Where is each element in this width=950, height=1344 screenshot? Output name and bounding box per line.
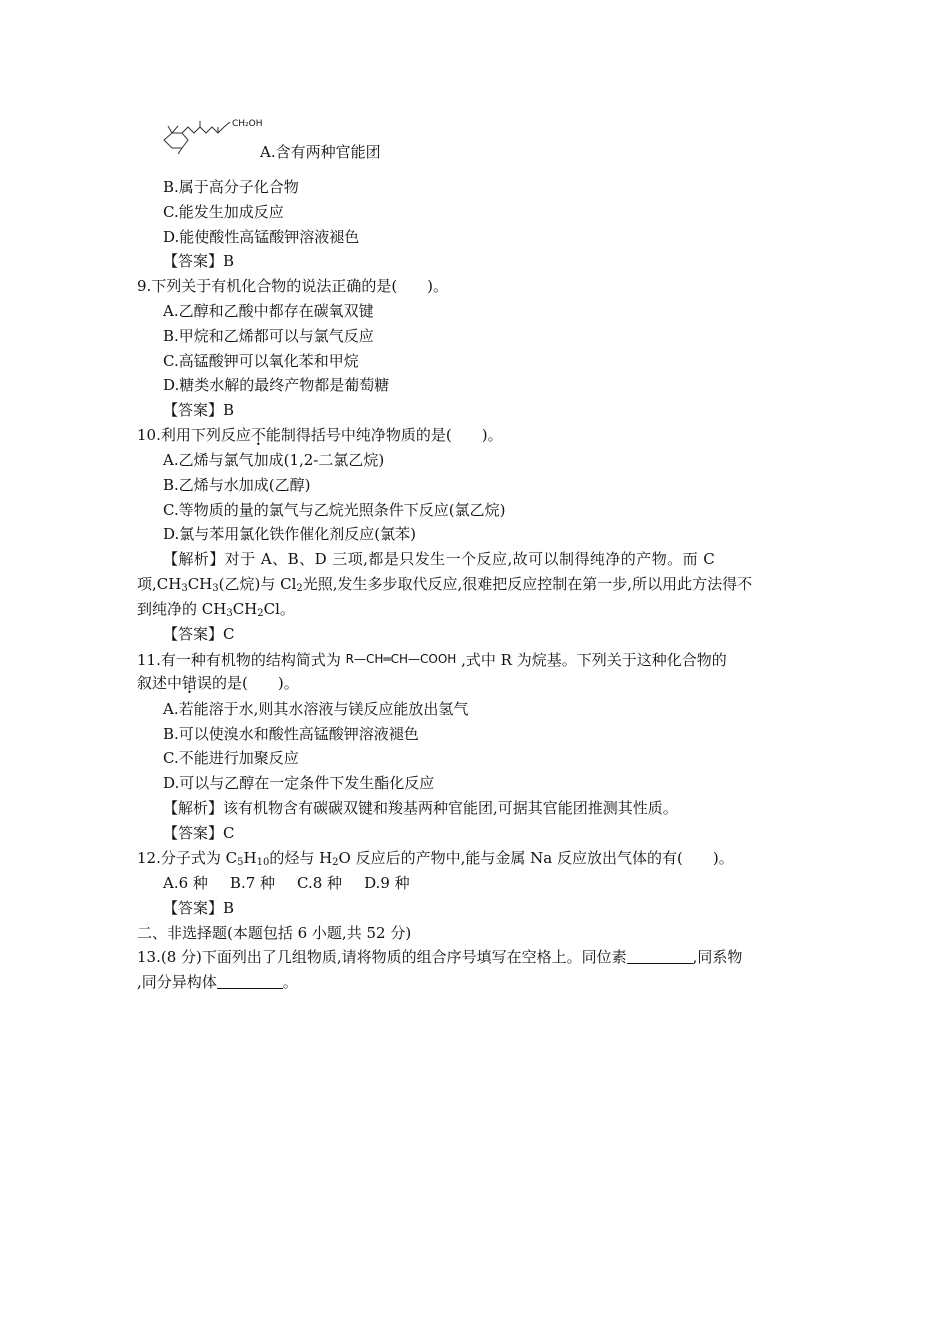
q10-option-c: C.等物质的量的氯气与乙烷光照条件下反应(氯乙烷): [163, 501, 506, 519]
text-run: Cl。: [263, 600, 295, 618]
section-heading: 二、非选择题(本题包括 6 小题,共 52 分): [137, 924, 412, 942]
subscript: 2: [332, 857, 339, 868]
acid-structural-formula: R—CH═CH—COOH: [345, 652, 457, 666]
q12-choices: [163, 872, 432, 894]
text-run: ,同系物: [692, 948, 743, 966]
q10-analysis-line3: [137, 598, 295, 620]
q11-emphasis: 错: [182, 674, 198, 692]
q10-option-a: A.乙烯与氯气加成(1,2-二氯乙烷): [163, 451, 385, 469]
subscript: 3: [212, 583, 219, 594]
q10-answer: 【答案】C: [163, 625, 235, 643]
q11-option-a: A.若能溶于水,则其水溶液与镁反应能放出氢气: [163, 700, 469, 718]
text-run: 叙述中: [137, 674, 183, 692]
q8-answer: 【答案】B: [163, 252, 235, 270]
q12-answer: 【答案】B: [163, 899, 235, 917]
q10-analysis-line1: 【解析】对于 A、B、D 三项,都是只发生一个反应,故可以制得纯净的产物。而 C: [163, 550, 716, 568]
structure-label: CH₂OH: [232, 119, 263, 129]
q10-option-b: B.乙烯与水加成(乙醇): [163, 476, 311, 494]
q9-option-a: A.乙醇和乙酸中都存在碳氧双键: [163, 302, 374, 320]
q10-option-d: D.氯与苯用氯化铁作催化剂反应(氯苯): [163, 525, 416, 543]
text-run: 到纯净的 CH: [137, 600, 227, 618]
q9-option-d: D.糖类水解的最终产物都是葡萄糖: [163, 376, 390, 394]
q11-answer: 【答案】C: [163, 824, 235, 842]
q11-option-c: C.不能进行加聚反应: [163, 749, 299, 767]
text-run: H: [243, 849, 257, 867]
text-run: O 反应后的产物中,能与金属 Na 反应放出气体的有( )。: [338, 849, 734, 867]
text-run: ,同分异构体: [137, 973, 217, 991]
q9-stem: 9.下列关于有机化合物的说法正确的是( )。: [137, 277, 449, 295]
text-run: 误的是( )。: [197, 674, 299, 692]
q10-emphasis: 不: [250, 426, 266, 444]
text-run: CH: [232, 600, 258, 618]
q8-option-b: B.属于高分子化合物: [163, 178, 299, 196]
subscript: 2: [296, 583, 303, 594]
q10-stem: [137, 424, 503, 446]
subscript: 3: [226, 608, 233, 619]
q10-analysis-line2: [137, 573, 752, 595]
q13-stem-line1: [137, 946, 742, 968]
subscript: 10: [256, 857, 270, 868]
q12-stem: [137, 847, 734, 869]
text-run: 项,CH: [137, 575, 182, 593]
q8-option-c: C.能发生加成反应: [163, 203, 284, 221]
subscript: 2: [257, 608, 264, 619]
q11-option-b: B.可以使溴水和酸性高锰酸钾溶液褪色: [163, 725, 419, 743]
q11-stem-line1: [137, 648, 727, 671]
subscript: 5: [237, 857, 244, 868]
text-run: 13.(8 分)下面列出了几组物质,请将物质的组合序号填写在空格上。同位素: [137, 948, 627, 966]
q9-answer: 【答案】B: [163, 401, 235, 419]
q11-analysis: 【解析】该有机物含有碳碳双键和羧基两种官能团,可据其官能团推测其性质。: [163, 799, 678, 817]
text-run: 光照,发生多步取代反应,很难把反应控制在第一步,所以用此方法得不: [302, 575, 753, 593]
isotope-blank[interactable]: [627, 947, 693, 964]
text-run: 11.有一种有机物的结构简式为: [137, 651, 341, 669]
q9-option-b: B.甲烷和乙烯都可以与氯气反应: [163, 327, 374, 345]
q8-option-d: D.能使酸性高锰酸钾溶液褪色: [163, 228, 360, 246]
q10-stem-post: 能制得括号中纯净物质的是( )。: [265, 426, 503, 444]
text-run: CH: [187, 575, 213, 593]
text-run: 。: [282, 973, 298, 991]
q10-stem-pre: 10.利用下列反应: [137, 426, 251, 444]
q11-option-d: D.可以与乙醇在一定条件下发生酯化反应: [163, 774, 435, 792]
text-run: (乙烷)与 Cl: [218, 575, 297, 593]
text-run: 的烃与 H: [269, 849, 333, 867]
q12-choice-d: D.9 种: [364, 874, 410, 892]
q12-choice-a: A.6 种: [163, 874, 208, 892]
text-run: 12.分子式为 C: [137, 849, 238, 867]
q8-option-a: A.含有两种官能团: [260, 143, 381, 161]
q13-stem-line2: [137, 971, 298, 993]
q9-option-c: C.高锰酸钾可以氧化苯和甲烷: [163, 352, 359, 370]
text-run: ,式中 R 为烷基。下列关于这种化合物的: [461, 651, 727, 669]
q11-stem-line2: [137, 672, 299, 694]
isomer-blank[interactable]: [217, 972, 283, 989]
q12-choice-b: B.7 种: [229, 874, 276, 892]
subscript: 3: [181, 583, 188, 594]
q12-choice-c: C.8 种: [297, 874, 343, 892]
